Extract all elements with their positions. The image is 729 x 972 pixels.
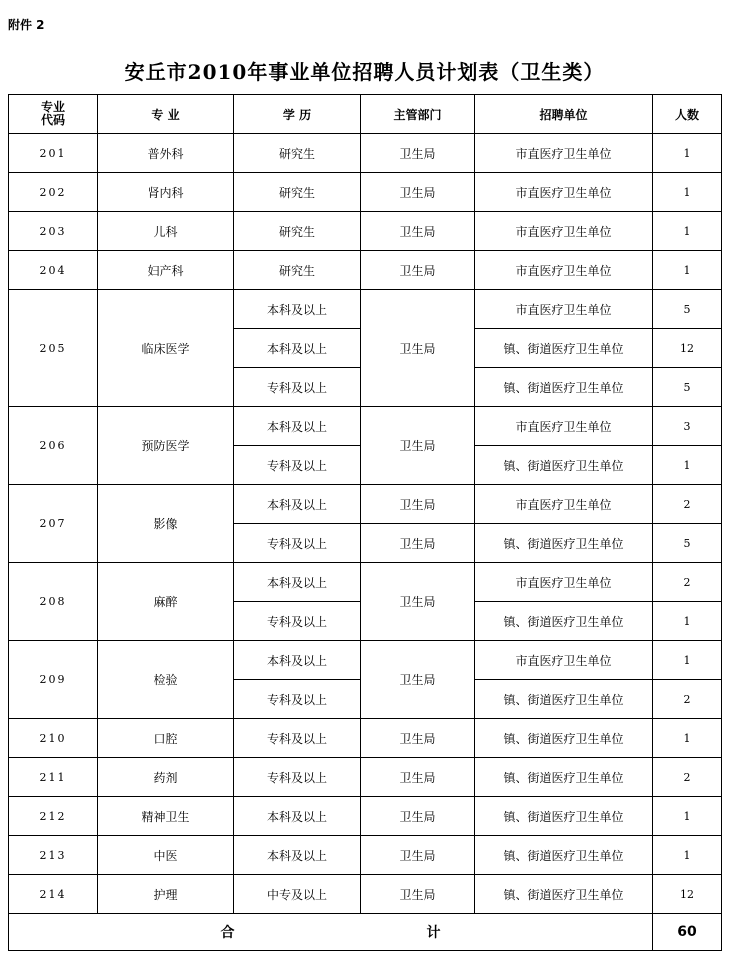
table-row [9, 251, 722, 290]
table-row [9, 212, 722, 251]
count-cell: 1 [653, 251, 722, 290]
count-cell: 3 [653, 407, 722, 446]
table-row [9, 641, 722, 680]
department-cell: 卫生局 [361, 173, 475, 212]
count-cell: 12 [653, 329, 722, 368]
code-cell: 211 [9, 758, 98, 797]
attachment-label: 附件 2 [8, 18, 45, 32]
major-cell: 检验 [98, 641, 234, 719]
employer-cell: 市直医疗卫生单位 [475, 290, 653, 329]
education-cell: 本科及以上 [234, 836, 361, 875]
page-title: 安丘市2010年事业单位招聘人员计划表（卫生类） [124, 60, 605, 84]
education-cell: 本科及以上 [234, 641, 361, 680]
count-cell: 1 [653, 212, 722, 251]
count-cell: 1 [653, 797, 722, 836]
code-cell: 206 [9, 407, 98, 485]
code-cell: 205 [9, 290, 98, 407]
count-cell: 1 [653, 836, 722, 875]
total-row [9, 914, 722, 951]
education-cell: 本科及以上 [234, 329, 361, 368]
code-cell: 203 [9, 212, 98, 251]
major-cell: 口腔 [98, 719, 234, 758]
education-cell: 专科及以上 [234, 719, 361, 758]
education-cell: 研究生 [234, 173, 361, 212]
major-cell: 药剂 [98, 758, 234, 797]
major-cell: 妇产科 [98, 251, 234, 290]
employer-cell: 镇、街道医疗卫生单位 [475, 602, 653, 641]
employer-cell: 市直医疗卫生单位 [475, 407, 653, 446]
table-row [9, 134, 722, 173]
count-cell: 1 [653, 446, 722, 485]
major-cell: 护理 [98, 875, 234, 914]
department-cell: 卫生局 [361, 641, 475, 719]
department-cell: 卫生局 [361, 836, 475, 875]
department-cell: 卫生局 [361, 563, 475, 641]
table-body [9, 134, 722, 914]
code-cell: 214 [9, 875, 98, 914]
education-cell: 专科及以上 [234, 680, 361, 719]
total-label-a: 合 [220, 925, 235, 941]
table-row [9, 875, 722, 914]
department-cell: 卫生局 [361, 719, 475, 758]
table-row [9, 797, 722, 836]
header-count: 人数 [653, 95, 722, 134]
employer-cell: 镇、街道医疗卫生单位 [475, 680, 653, 719]
count-cell: 1 [653, 602, 722, 641]
code-cell: 202 [9, 173, 98, 212]
count-cell: 5 [653, 368, 722, 407]
major-cell: 普外科 [98, 134, 234, 173]
department-cell: 卫生局 [361, 875, 475, 914]
employer-cell: 市直医疗卫生单位 [475, 641, 653, 680]
education-cell: 本科及以上 [234, 290, 361, 329]
count-cell: 2 [653, 563, 722, 602]
count-cell: 12 [653, 875, 722, 914]
employer-cell: 镇、街道医疗卫生单位 [475, 758, 653, 797]
employer-cell: 市直医疗卫生单位 [475, 251, 653, 290]
employer-cell: 镇、街道医疗卫生单位 [475, 836, 653, 875]
major-cell: 临床医学 [98, 290, 234, 407]
count-cell: 2 [653, 485, 722, 524]
count-cell: 1 [653, 134, 722, 173]
education-cell: 中专及以上 [234, 875, 361, 914]
department-cell: 卫生局 [361, 407, 475, 485]
employer-cell: 市直医疗卫生单位 [475, 173, 653, 212]
major-cell: 儿科 [98, 212, 234, 251]
header-code-line2: 代码 [40, 113, 65, 127]
table-row [9, 758, 722, 797]
employer-cell: 镇、街道医疗卫生单位 [475, 524, 653, 563]
employer-cell: 镇、街道医疗卫生单位 [475, 797, 653, 836]
employer-cell: 镇、街道医疗卫生单位 [475, 329, 653, 368]
count-cell: 1 [653, 641, 722, 680]
table-row [9, 719, 722, 758]
count-cell: 5 [653, 524, 722, 563]
education-cell: 本科及以上 [234, 407, 361, 446]
employer-cell: 镇、街道医疗卫生单位 [475, 875, 653, 914]
table-row [9, 290, 722, 329]
code-cell: 209 [9, 641, 98, 719]
header-code [9, 95, 98, 134]
count-cell: 1 [653, 719, 722, 758]
employer-cell: 市直医疗卫生单位 [475, 134, 653, 173]
department-cell: 卫生局 [361, 212, 475, 251]
header-employer: 招聘单位 [475, 95, 653, 134]
table-row [9, 563, 722, 602]
education-cell: 专科及以上 [234, 524, 361, 563]
employer-cell: 镇、街道医疗卫生单位 [475, 446, 653, 485]
count-cell: 2 [653, 680, 722, 719]
education-cell: 专科及以上 [234, 602, 361, 641]
education-cell: 研究生 [234, 134, 361, 173]
education-cell: 本科及以上 [234, 563, 361, 602]
code-cell: 213 [9, 836, 98, 875]
code-cell: 201 [9, 134, 98, 173]
table-row [9, 485, 722, 524]
recruitment-plan-table [8, 94, 722, 951]
department-cell: 卫生局 [361, 290, 475, 407]
employer-cell: 镇、街道医疗卫生单位 [475, 719, 653, 758]
header-code-line1: 专业 [40, 100, 65, 114]
table-row [9, 836, 722, 875]
education-cell: 本科及以上 [234, 797, 361, 836]
count-cell: 2 [653, 758, 722, 797]
code-cell: 208 [9, 563, 98, 641]
code-cell: 210 [9, 719, 98, 758]
header-major: 专 业 [98, 95, 234, 134]
table-header-row [9, 95, 722, 134]
employer-cell: 市直医疗卫生单位 [475, 485, 653, 524]
major-cell: 精神卫生 [98, 797, 234, 836]
department-cell: 卫生局 [361, 524, 475, 563]
code-cell: 212 [9, 797, 98, 836]
major-cell: 麻醉 [98, 563, 234, 641]
total-label-cell [9, 914, 653, 951]
employer-cell: 市直医疗卫生单位 [475, 563, 653, 602]
department-cell: 卫生局 [361, 485, 475, 524]
total-label-b: 计 [426, 925, 441, 941]
employer-cell: 镇、街道医疗卫生单位 [475, 368, 653, 407]
major-cell: 影像 [98, 485, 234, 563]
education-cell: 专科及以上 [234, 368, 361, 407]
code-cell: 204 [9, 251, 98, 290]
count-cell: 5 [653, 290, 722, 329]
major-cell: 中医 [98, 836, 234, 875]
table-row [9, 173, 722, 212]
education-cell: 专科及以上 [234, 446, 361, 485]
major-cell: 肾内科 [98, 173, 234, 212]
department-cell: 卫生局 [361, 797, 475, 836]
education-cell: 研究生 [234, 251, 361, 290]
table-row [9, 407, 722, 446]
header-education: 学 历 [234, 95, 361, 134]
department-cell: 卫生局 [361, 134, 475, 173]
department-cell: 卫生局 [361, 251, 475, 290]
count-cell: 1 [653, 173, 722, 212]
employer-cell: 市直医疗卫生单位 [475, 212, 653, 251]
code-cell: 207 [9, 485, 98, 563]
header-department: 主管部门 [361, 95, 475, 134]
education-cell: 本科及以上 [234, 485, 361, 524]
education-cell: 研究生 [234, 212, 361, 251]
education-cell: 专科及以上 [234, 758, 361, 797]
major-cell: 预防医学 [98, 407, 234, 485]
total-value: 60 [653, 914, 722, 951]
department-cell: 卫生局 [361, 758, 475, 797]
